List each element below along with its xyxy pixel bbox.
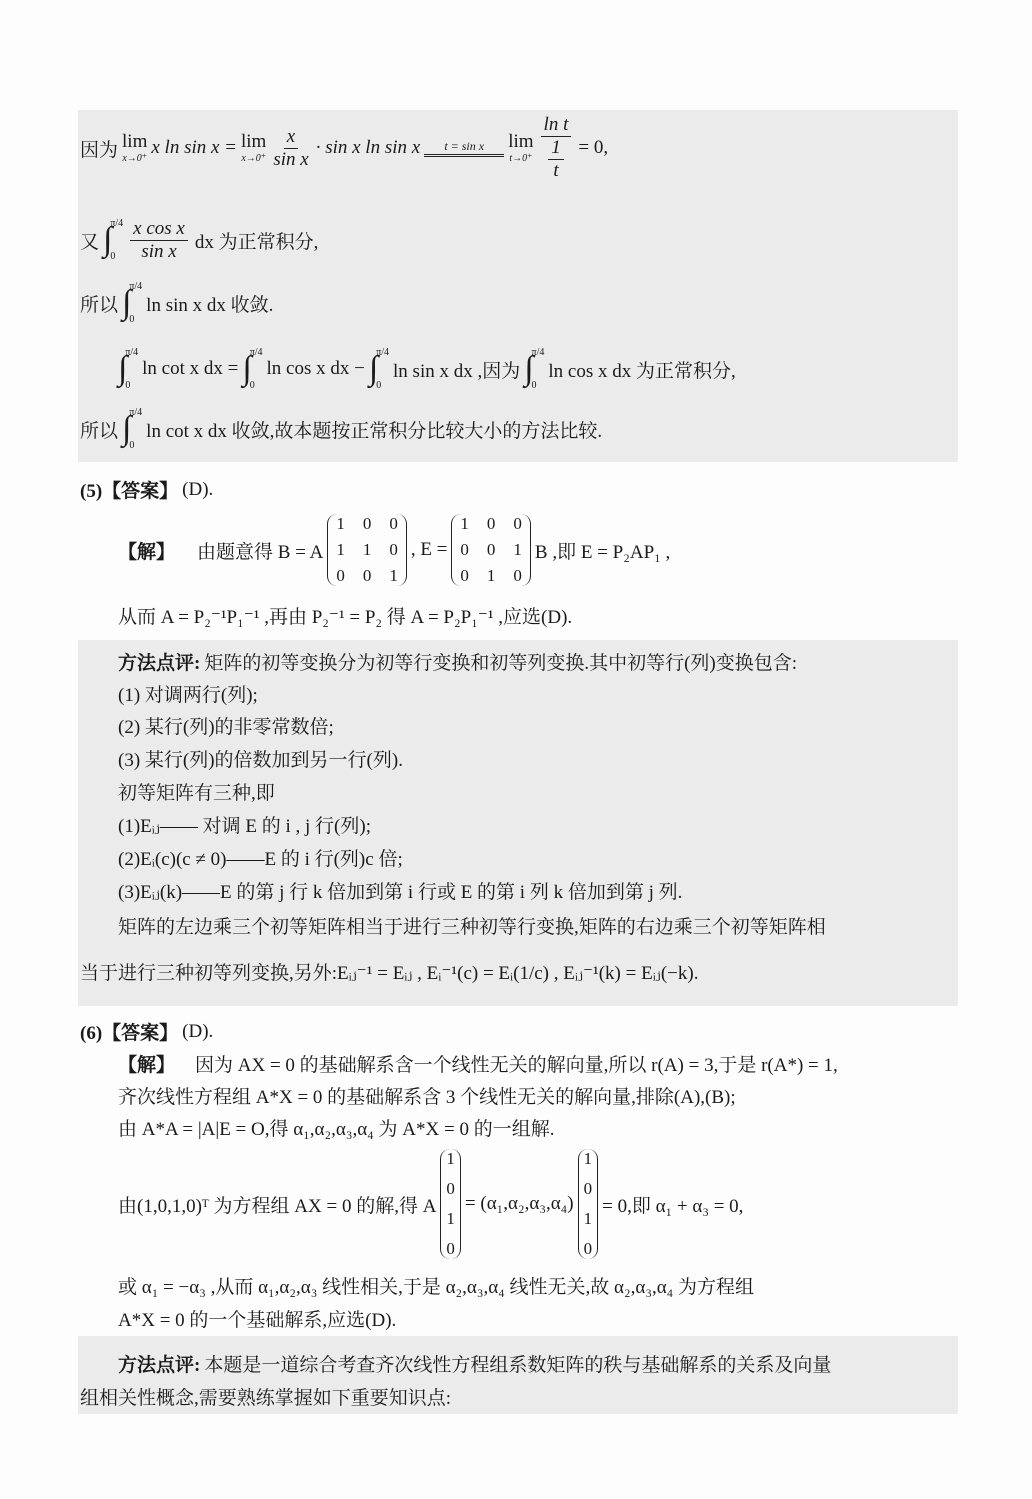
s4-line-1	[80, 114, 609, 181]
text: = 0,	[578, 137, 609, 158]
matrix-entry: 0	[460, 566, 469, 585]
matrix-entry: 1	[446, 1149, 455, 1168]
limit: lim x→0⁺	[241, 131, 267, 164]
matrix	[451, 514, 531, 586]
text: 因为	[80, 139, 119, 161]
comment2-line-1: 方法点评: 本题是一道综合考查齐次线性方程组系数矩阵的秩与基础解系的关系及向量	[118, 1355, 832, 1376]
s6-line-2: 齐次线性方程组 A*X = 0 的基础解系含 3 个线性无关的解向量,排除(A),(B);	[118, 1087, 736, 1108]
matrix-entry: 0	[513, 566, 522, 585]
s6-line-1: 【解】 因为 AX = 0 的基础解系含一个线性无关的解向量,所以 r(A) = 3,于是 r(A*) = 1,	[118, 1055, 838, 1076]
comment-line: 当于进行三种初等列变换,另外:Eᵢⱼ⁻¹ = Eᵢⱼ , Eᵢ⁻¹(c) = Eᵢ(1/c) , Eᵢⱼ⁻¹(k) = Eᵢⱼ(−k).	[80, 963, 699, 984]
matrix-entry: 0	[362, 566, 372, 585]
fraction: $\frac{x}{\text{sin x}}$	[273, 125, 309, 170]
matrix-entry: 0	[486, 540, 496, 559]
matrix-entry: 0	[336, 566, 345, 585]
text: dx 为正常积分,	[194, 231, 319, 253]
s6-line-6: A*X = 0 的一个基础解系,应选(D).	[118, 1310, 397, 1331]
s4-line-3: 所以 ∫ π/4 0 ln sin x dx 收敛.	[80, 281, 274, 325]
matrix-entry: 1	[336, 540, 345, 559]
comment-line: 方法点评: 矩阵的初等变换分为初等行变换和初等列变换.其中初等行(列)变换包含:	[118, 653, 798, 674]
matrix-entry: 0	[486, 514, 496, 533]
matrix-entry: 0	[460, 540, 469, 559]
matrix-entry: 1	[362, 540, 372, 559]
fraction: $\frac{\text{x cos x}}{\text{sin x}}$	[130, 218, 188, 263]
integral-sign: ∫ π/4 0	[242, 347, 263, 391]
comment-line: (2) 某行(列)的非零常数倍;	[118, 717, 334, 738]
column-vector	[440, 1149, 461, 1259]
matrix	[327, 514, 407, 586]
limit: lim t→0⁺	[508, 131, 534, 164]
comment-line: (1)Eᵢⱼ—— 对调 E 的 i , j 行(列);	[118, 816, 371, 837]
matrix-entry: 0	[389, 514, 398, 533]
comment-line: 矩阵的左边乘三个初等矩阵相当于进行三种初等行变换,矩阵的右边乘三个初等矩阵相	[118, 917, 826, 938]
s5-line-2: 从而 A = P₂⁻¹P₁⁻¹ ,再由 P₂⁻¹ = P₂ 得 A = P₂P₁⁻¹ ,应选(D).	[118, 607, 573, 628]
comment-line: (3) 某行(列)的倍数加到另一行(列).	[118, 750, 403, 771]
comment-line: (1) 对调两行(列);	[118, 685, 258, 706]
matrix-entry: 1	[336, 514, 345, 533]
matrix-entry: 0	[362, 514, 372, 533]
matrix-entry: 0	[389, 540, 398, 559]
matrix-entry: 1	[460, 514, 469, 533]
integral-sign: ∫ π/4 0	[524, 347, 545, 391]
comment-line: (2)Eᵢ(c)(c ≠ 0)——E 的 i 行(列)c 倍;	[118, 849, 403, 870]
integral-sign: ∫ π/4 0	[122, 407, 143, 451]
integral-sign: ∫ π/4 0	[118, 347, 139, 391]
s6-answer: (6)【答案】 (D).	[80, 1020, 214, 1044]
s6-line-5: 或 α₁ = −α₃ ,从而 α₁,α₂,α₃ 线性相关,于是 α₂,α₃,α₄ 线性无关,故 α₂,α₃,α₄ 为方程组	[118, 1277, 755, 1298]
comment-line: (3)Eᵢⱼ(k)——E 的第 j 行 k 倍加到第 i 行或 E 的第 i 列 k 倍加到第 j 列.	[118, 882, 683, 903]
integral-sign: ∫ π/4 0	[103, 218, 124, 262]
substitution-equals: t = sin x	[424, 140, 504, 157]
s4-line-5: 所以 ∫ π/4 0 ln cot x dx 收敛,故本题按正常积分比较大小的方法比较.	[80, 407, 603, 451]
s4-line-2: 又 ∫ π/4 0 $\frac{\text{x cos x}}{\text{sin x}}$ dx 为正常积分,	[80, 217, 319, 262]
integral-sign: ∫ π/4 0	[368, 347, 390, 391]
text: x ln sin x =	[151, 137, 237, 158]
matrix-entry: 0	[583, 1179, 593, 1198]
matrix-entry: 1	[389, 566, 398, 585]
matrix-entry: 1	[583, 1209, 593, 1228]
matrix-entry: 0	[446, 1239, 455, 1258]
column-vector	[578, 1149, 599, 1259]
matrix-entry: 0	[446, 1179, 455, 1198]
s6-line-3: 由 A*A = |A|E = O,得 α₁,α₂,α₃,α₄ 为 A*X = 0 的一组解.	[118, 1119, 555, 1140]
text: ln sin x dx 收敛.	[146, 294, 274, 316]
s5-answer: (5)【答案】 (D).	[80, 478, 214, 502]
s5-solution: 【解】 由题意得 B = A 1 0 0 1 1 0 0 0 1 , E = 1 0 0 0 0 1 0 1 0 B ,即 E = P₂AP₁ ,	[118, 514, 671, 585]
comment2-line-2: 组相关性概念,需要熟练掌握如下重要知识点:	[80, 1388, 452, 1409]
s4-line-4: ∫ π/4 0 ln cot x dx = ∫ π/4 0 ln cos x dx − ∫ π/4 0 ln sin x dx ,因为 ∫ π/4 0 ln cos x dx 为正常积分,	[118, 347, 736, 391]
matrix-entry: 1	[446, 1209, 455, 1228]
matrix-entry: 1	[513, 540, 522, 559]
matrix-entry: 1	[486, 566, 496, 585]
s6-line-4: 由(1,0,1,0)ᵀ 为方程组 AX = 0 的解,得 A 1 0 1 0 = (α₁,α₂,α₃,α₄) 1 0 1 0 = 0,即 α₁ + α₃ = 0,	[118, 1149, 744, 1258]
matrix-entry: 1	[583, 1149, 593, 1168]
integral-sign: ∫ π/4 0	[122, 281, 143, 325]
limit: lim x→0⁺	[122, 131, 148, 164]
matrix-entry: 0	[513, 514, 522, 533]
fraction: $\frac{\text{ln t}}{\frac{1}{t}}$	[541, 114, 572, 182]
comment-line: 初等矩阵有三种,即	[118, 783, 275, 804]
text: · sin x ln sin x	[315, 137, 421, 158]
matrix-entry: 0	[583, 1239, 593, 1258]
